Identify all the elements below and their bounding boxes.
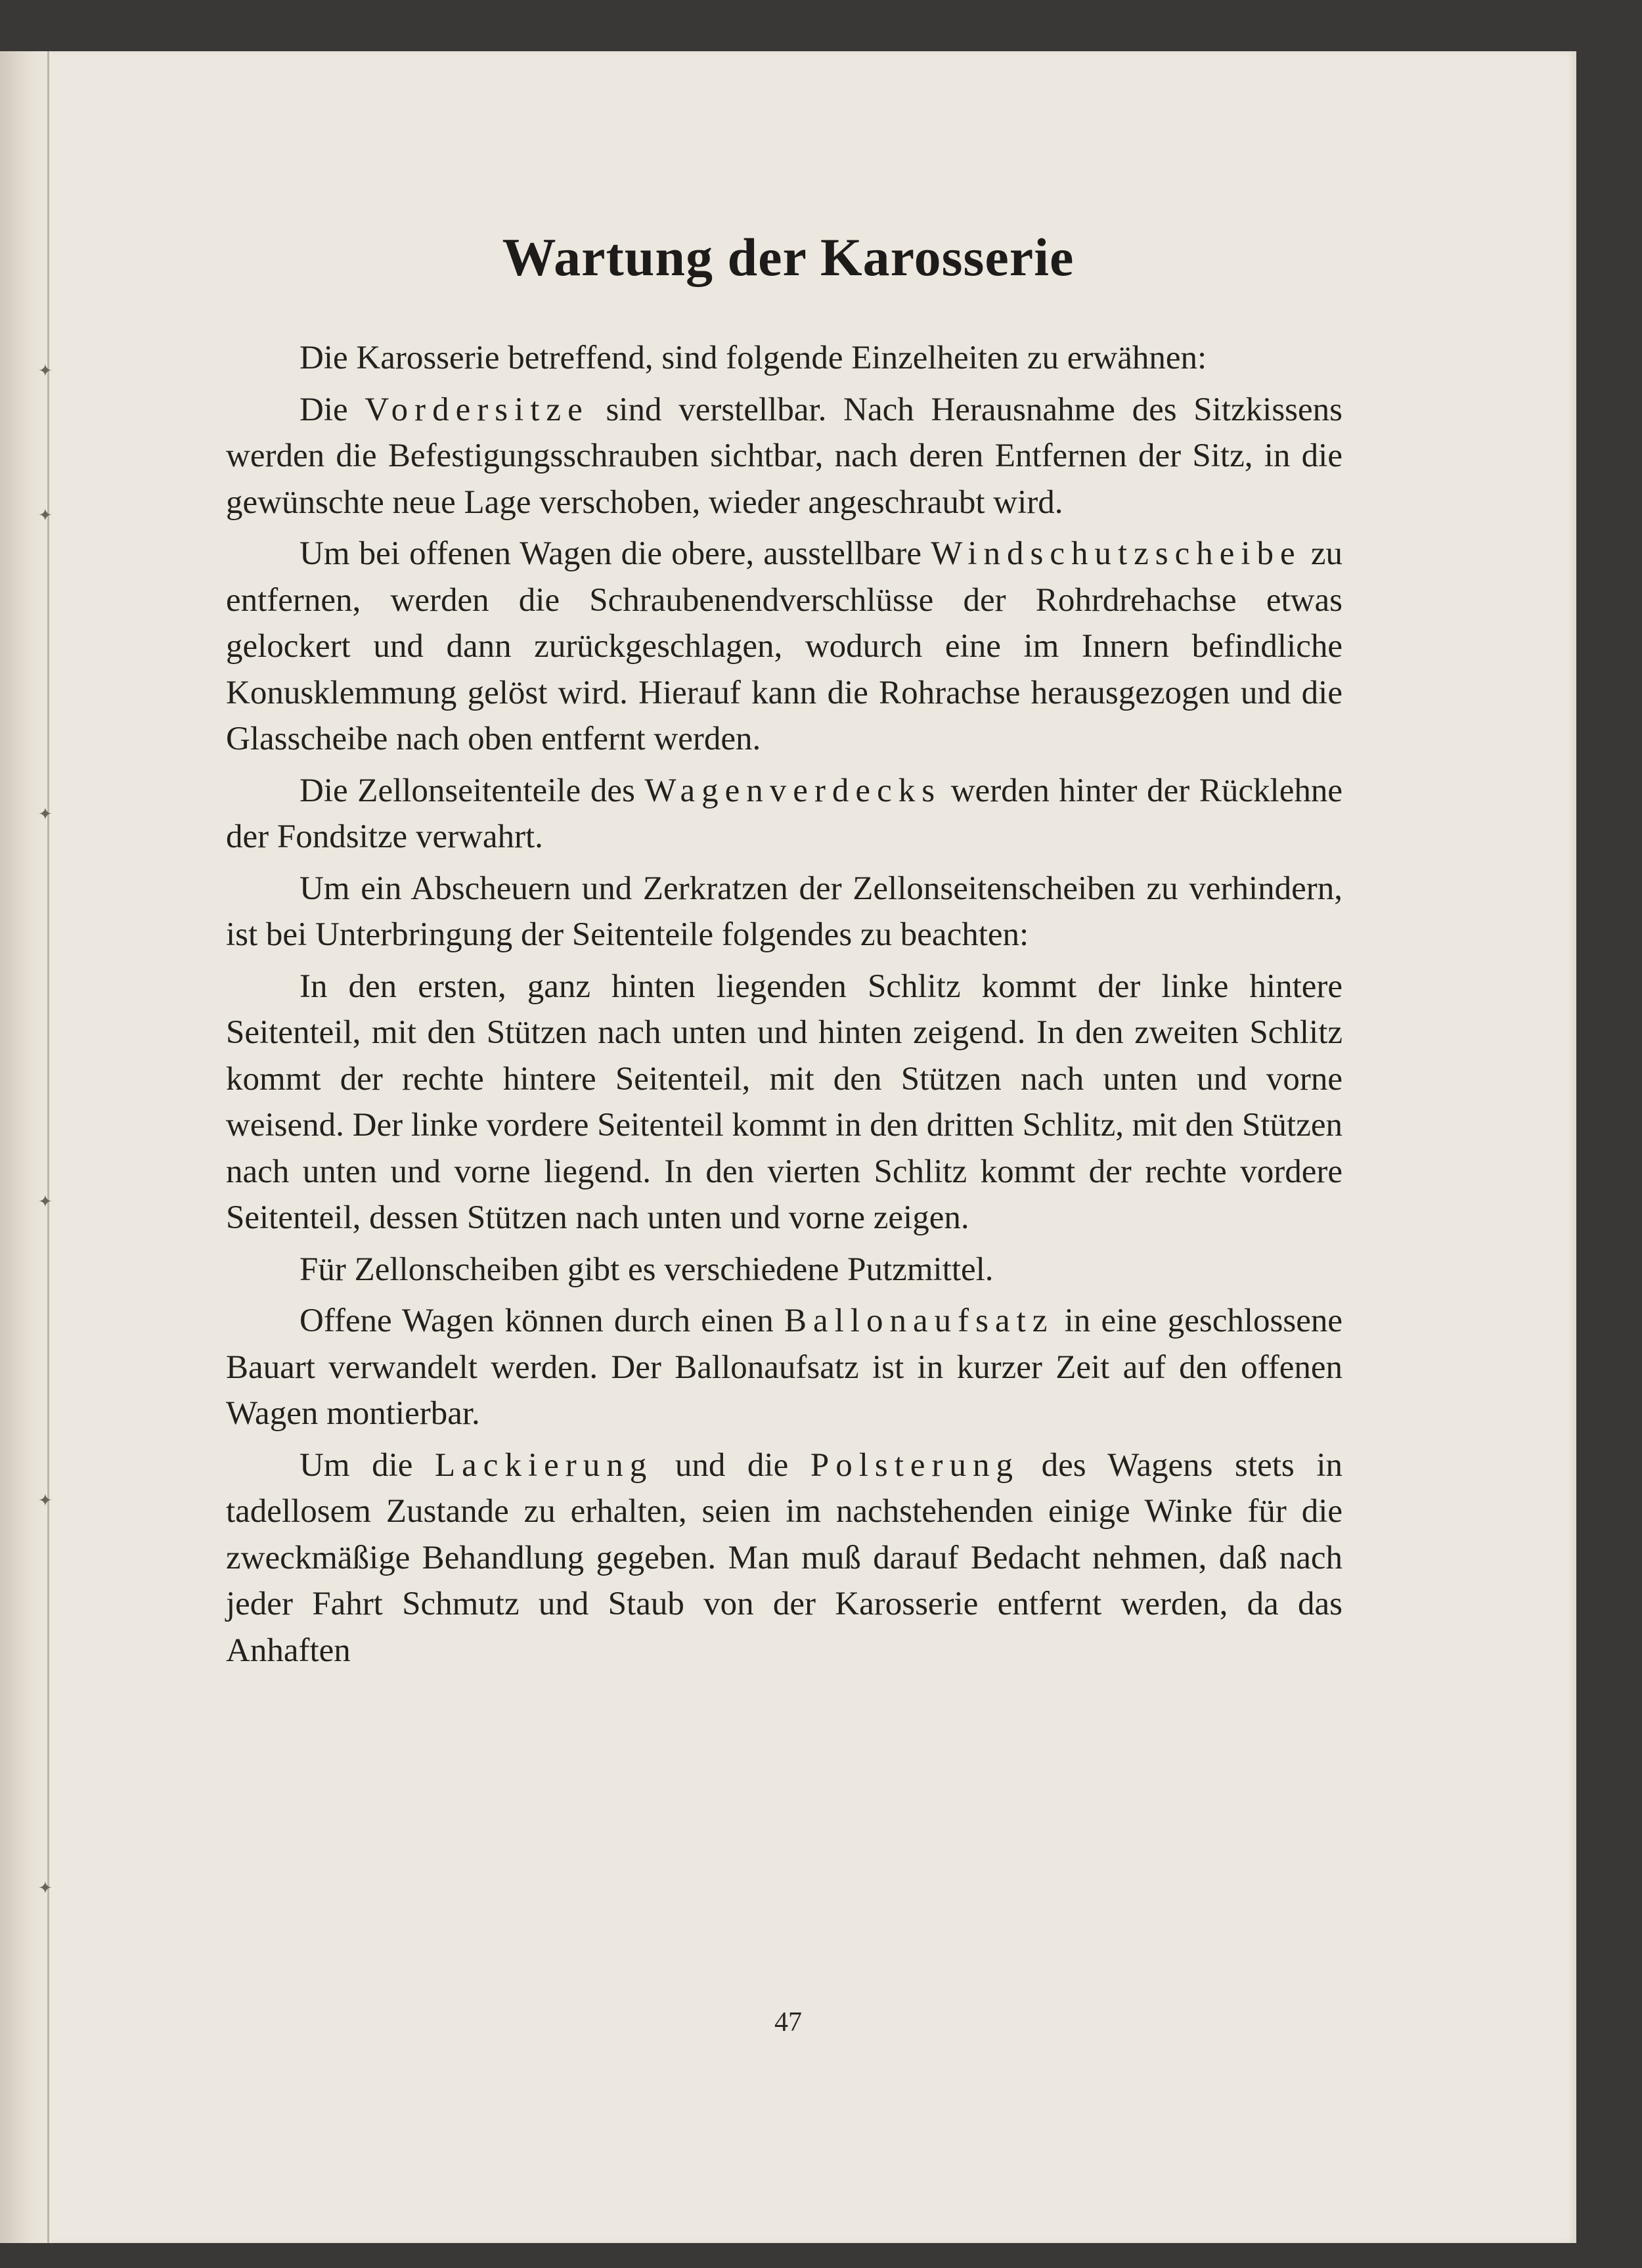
paragraph: Die Vordersitze sind verstellbar. Nach Herausnahme des Sitzkissens werden die Befestigungsschrauben sichtbar, nach deren Entfernen der Sitz, in die gewünschte neue Lage verschoben, wieder angeschraubt wird. bbox=[226, 391, 1342, 521]
spaced-term: Vordersitze bbox=[365, 391, 589, 428]
paragraph: Um bei offenen Wagen die obere, ausstellbare Windschutzscheibe zu entfernen, werden die Schraubenendverschlüsse der Rohrdrehachse etwas gelockert und dann zurückgeschlagen, wodurch eine im Innern befindliche Konusklemmung gelöst wird. Hierauf kann die Rohrachse herausgezogen und die Glasscheibe nach oben entfernt werden. bbox=[226, 535, 1343, 757]
binding-stitch-icon: ✦ bbox=[38, 1491, 53, 1510]
body-text bbox=[226, 335, 1342, 1674]
binding-stitch-icon: ✦ bbox=[38, 805, 53, 824]
paragraph: Um die Lackierung und die Polsterung des Wagens stets in tadellosem Zustande zu erhalten, seien im nachstehenden einige Winke für die zweckmäßige Behandlung gegeben. Man muß darauf Bedacht nehmen, daß nach jeder Fahrt Schmutz und Staub von der Karosserie entfernt werden, da das Anhaften bbox=[226, 1446, 1342, 1669]
spaced-term: Windschutzscheibe bbox=[931, 535, 1302, 572]
page-title: Wartung der Karosserie bbox=[502, 227, 1075, 287]
page-number: 47 bbox=[774, 2007, 802, 2037]
paragraph: Die Karosserie betreffend, sind folgende Einzelheiten zu erwähnen: bbox=[300, 340, 1207, 376]
paragraph: Die Zellonseitenteile des Wagenverdecks werden hinter der Rücklehne der Fondsitze verwahrt. bbox=[226, 772, 1342, 855]
binding-stitch-icon: ✦ bbox=[38, 506, 53, 525]
paragraph: Um ein Abscheuern und Zerkratzen der Zellonseitenscheiben zu verhindern, ist bei Unterbringung der Seitenteile folgendes zu beachten: bbox=[226, 870, 1342, 953]
paragraph: In den ersten, ganz hinten liegenden Schlitz kommt der linke hintere Seitenteil, mit den Stützen nach unten und hinten zeigend. In den zweiten Schlitz kommt der rechte hintere Seitenteil, mit den Stützen nach unten und vorne weisend. Der linke vordere Seitenteil kommt in den dritten Schlitz, mit den Stützen nach unten und vorne liegend. In den vierten Schlitz kommt der rechte vordere Seitenteil, dessen Stützen nach unten und vorne zeigen. bbox=[226, 967, 1342, 1236]
spaced-term: Ballonaufsatz bbox=[784, 1302, 1054, 1339]
paragraph: Offene Wagen können durch einen Ballonaufsatz in eine geschlossene Bauart verwandelt werden. Der Ballonaufsatz ist in kurzer Zeit auf den offenen Wagen montierbar. bbox=[226, 1302, 1342, 1432]
spaced-term: Lackierung bbox=[435, 1446, 654, 1484]
binding-stitch-icon: ✦ bbox=[38, 1192, 53, 1211]
paragraph: Für Zellonscheiben gibt es verschiedene Putzmittel. bbox=[300, 1251, 994, 1288]
spaced-term: Polsterung bbox=[810, 1446, 1020, 1484]
binding-stitch-icon: ✦ bbox=[38, 1879, 53, 1898]
binding-stitch-icon: ✦ bbox=[38, 361, 53, 380]
spaced-term: Wagenverdecks bbox=[644, 772, 942, 809]
